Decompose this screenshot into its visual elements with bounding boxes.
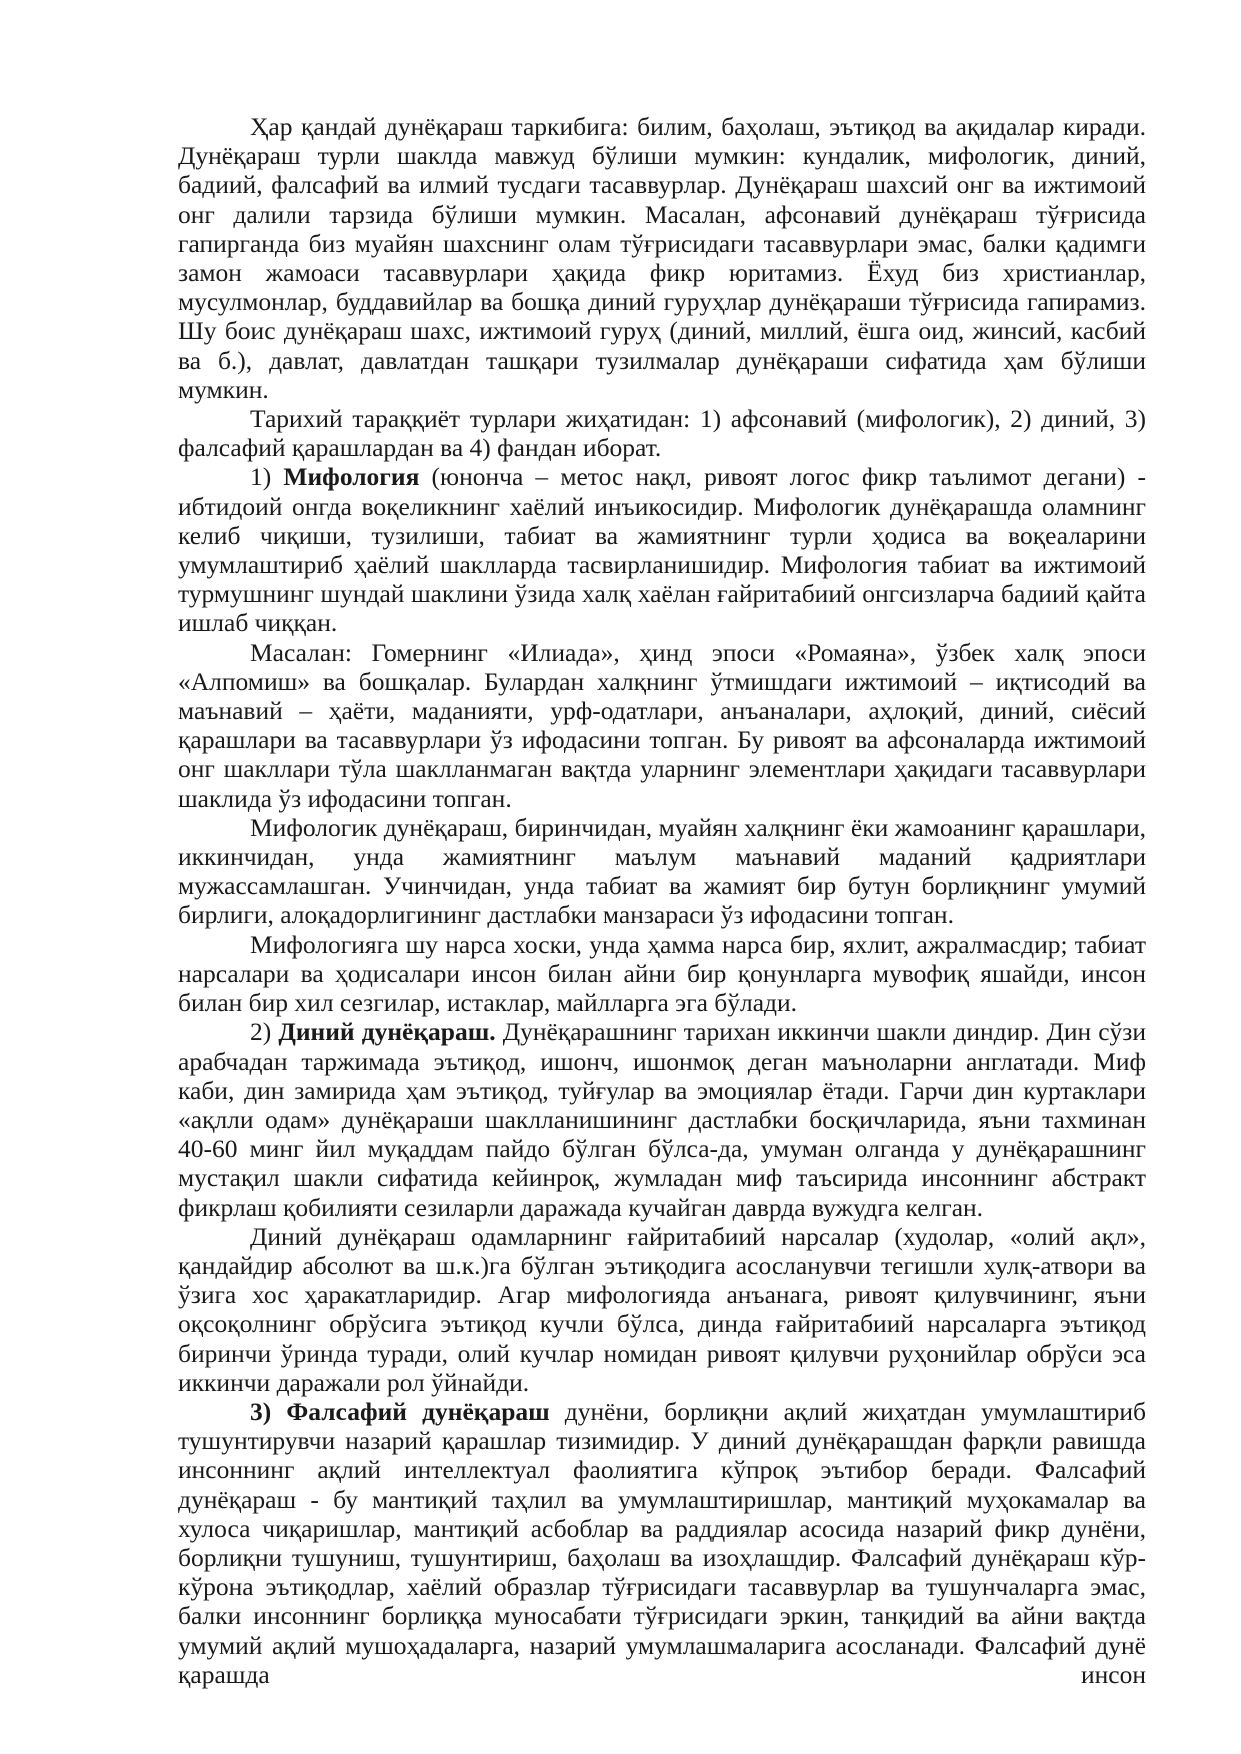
paragraph-text: Ҳар қандай дунёқараш таркибига: билим, баҳолаш, эътиқод ва ақидалар киради. Дунёқараш турли шаклда мавжуд бўлиши мумкин: кундалик, мифологик, диний, бадиий, фалсафий ва илмий тусдаги тасаввурлар. Дунёқараш шахсий онг ва ижтимоий онг далили тарзида бўлиши мумкин. Масалан, афсонавий дунёқараш тўғрисида гапирганда биз муайян шахснинг олам тўғрисидаги тасаввурлари эмас, балки қадимги замон жамоаси тасаввурлари ҳақида фикр юритамиз. Ёхуд биз христианлар, мусулмонлар, буддавийлар ва бошқа диний гуруҳлар дунёқараши тўғрисида гапирамиз. Шу боис дунёқараш шахс, ижтимоий гуруҳ (диний, миллий, ёшга оид, жинсий, касбий ва б.), давлат, давлатдан ташқари тузилмалар дунёқараши сифатида ҳам бўлиши мумкин. [178, 112, 1146, 404]
paragraph-4 [178, 638, 1146, 813]
paragraph-text: Диний дунёқараш одамларнинг ғайритабиий нарсалар (худолар, «олий ақл», қандайдир абсолют ва ш.к.)га бўлган эътиқодига асосланувчи тегишли хулқ-атвори ва ўзига хос ҳаракатларидир. Агар мифологияда анъанага, ривоят қилувчининг, яъни оқсоқолнинг обрўсига эътиқод кучли бўлса, динда ғайритабиий нарсаларга эътиқод биринчи ўринда туради, олий кучлар номидан ривоят қилувчи руҳонийлар обрўси эса иккинчи даражали рол ўйнайди. [178, 1221, 1146, 1397]
paragraph-8 [178, 1222, 1146, 1397]
paragraph-philosophical [178, 1397, 1146, 1689]
paragraph-text: Мифологик дунёқараш, биринчидан, муайян халқнинг ёки жамоанинг қарашлари, иккинчидан, унда жамиятнинг маълум маънавий маданий қадриятлари мужассамлашган. Учинчидан, унда табиат ва жамият бир бутун борлиқнинг умумий бирлиги, алоқадорлигининг дастлабки манзараси ўз ифодасини топган. [178, 812, 1146, 930]
paragraph-prefix: 2) [250, 1017, 279, 1047]
paragraph-prefix: 1) [250, 462, 284, 492]
paragraph-mythology [178, 462, 1146, 637]
document-page [178, 112, 1146, 1689]
paragraph-religious [178, 1017, 1146, 1221]
paragraph-text: дунёни, борлиқни ақлий жиҳатдан умумлаштириб тушунтирувчи назарий қарашлар тизимидир. У диний дунёқарашдан фарқли равишда инсоннинг ақлий интеллектуал фаолиятига кўпроқ эътибор беради. Фалсафий дунёқараш - бу мантиқий таҳлил ва умумлаштиришлар, мантиқий муҳокамалар ва хулоса чиқаришлар, мантиқий асбоблар ва раддиялар асосида назарий фикр дунёни, борлиқни тушуниш, тушунтириш, баҳолаш ва изоҳлашдир. Фалсафий дунёқараш кўр-кўрона эътиқодлар, хаёлий образлар тўғрисидаги тасаввурлар ва тушунчаларга эмас, балки инсоннинг борлиққа муносабати тўғрисидаги эркин, танқидий ва айни вақтда умумий ақлий мушоҳадаларга, назарий умумлашмаларига асосланади. Фалсафий дунё қарашда инсон [178, 1396, 1146, 1689]
paragraph-2 [178, 404, 1146, 462]
paragraph-text: Мифологияга шу нарса хоски, унда ҳамма нарса бир, яхлит, ажралмасдир; табиат нарсалари ва ҳодисалари инсон билан айни бир қонунларга мувофиқ яшайди, инсон билан бир хил сезгилар, истаклар, майлларга эга бўлади. [178, 929, 1146, 1018]
paragraph-1 [178, 112, 1146, 404]
paragraph-heading: 3) Фалсафий дунёқараш [250, 1396, 550, 1426]
paragraph-text: (юнонча – метос нақл, ривоят логос фикр таълимот дегани) - ибтидоий онгда воқеликнинг хаёлий инъикосидир. Мифологик дунёқарашда оламнинг келиб чиқиши, тузилиши, табиат ва жамиятнинг турли ҳодиса ва воқеаларини умумлаштириб ҳаёлий шаклларда тасвирланишидир. Мифология табиат ва ижтимоий турмушнинг шундай шаклини ўзида халқ хаёлан ғайритабиий онгсизларча бадиий қайта ишлаб чиққан. [178, 462, 1147, 638]
paragraph-heading: Мифология [283, 462, 420, 492]
paragraph-5 [178, 813, 1146, 930]
paragraph-text: Масалан: Гомернинг «Илиада», ҳинд эпоси «Ромаяна», ўзбек халқ эпоси «Алпомиш» ва бошқалар. Булардан халқнинг ўтмишдаги ижтимоий – иқтисодий ва маънавий – ҳаёти, маданияти, урф-одатлари, анъаналари, аҳлоқий, диний, сиёсий қарашлари ва тасаввурлари ўз ифодасини топган. Бу ривоят ва афсоналарда ижтимоий онг шакллари тўла шаклланмаган вақтда уларнинг элементлари ҳақидаги тасаввурлари шаклида ўз ифодасини топган. [178, 637, 1146, 813]
paragraph-text: Дунёқарашнинг тарихан иккинчи шакли диндир. Дин сўзи арабчадан таржимада эътиқод, ишонч, ишонмоқ деган маъноларни англатади. Миф каби, дин замирида ҳам эътиқод, туйғулар ва эмоциялар ётади. Гарчи дин куртаклари «ақлли одам» дунёқараши шаклланишининг дастлабки босқичларида, яъни тахминан 40-60 минг йил муқаддам пайдо бўлган бўлса-да, умуман олганда у дунёқарашнинг мустақил шакли сифатида кейинроқ, жумладан миф таъсирида инсоннинг абстракт фикрлаш қобилияти сезиларли даражада кучайган даврда вужудга келган. [178, 1017, 1146, 1222]
paragraph-heading: Диний дунёқараш. [278, 1017, 496, 1047]
paragraph-6 [178, 930, 1146, 1018]
paragraph-text: Тарихий тараққиёт турлари жиҳатидан: 1) афсонавий (мифологик), 2) диний, 3) фалсафий қарашлардан ва 4) фандан иборат. [178, 404, 1146, 463]
